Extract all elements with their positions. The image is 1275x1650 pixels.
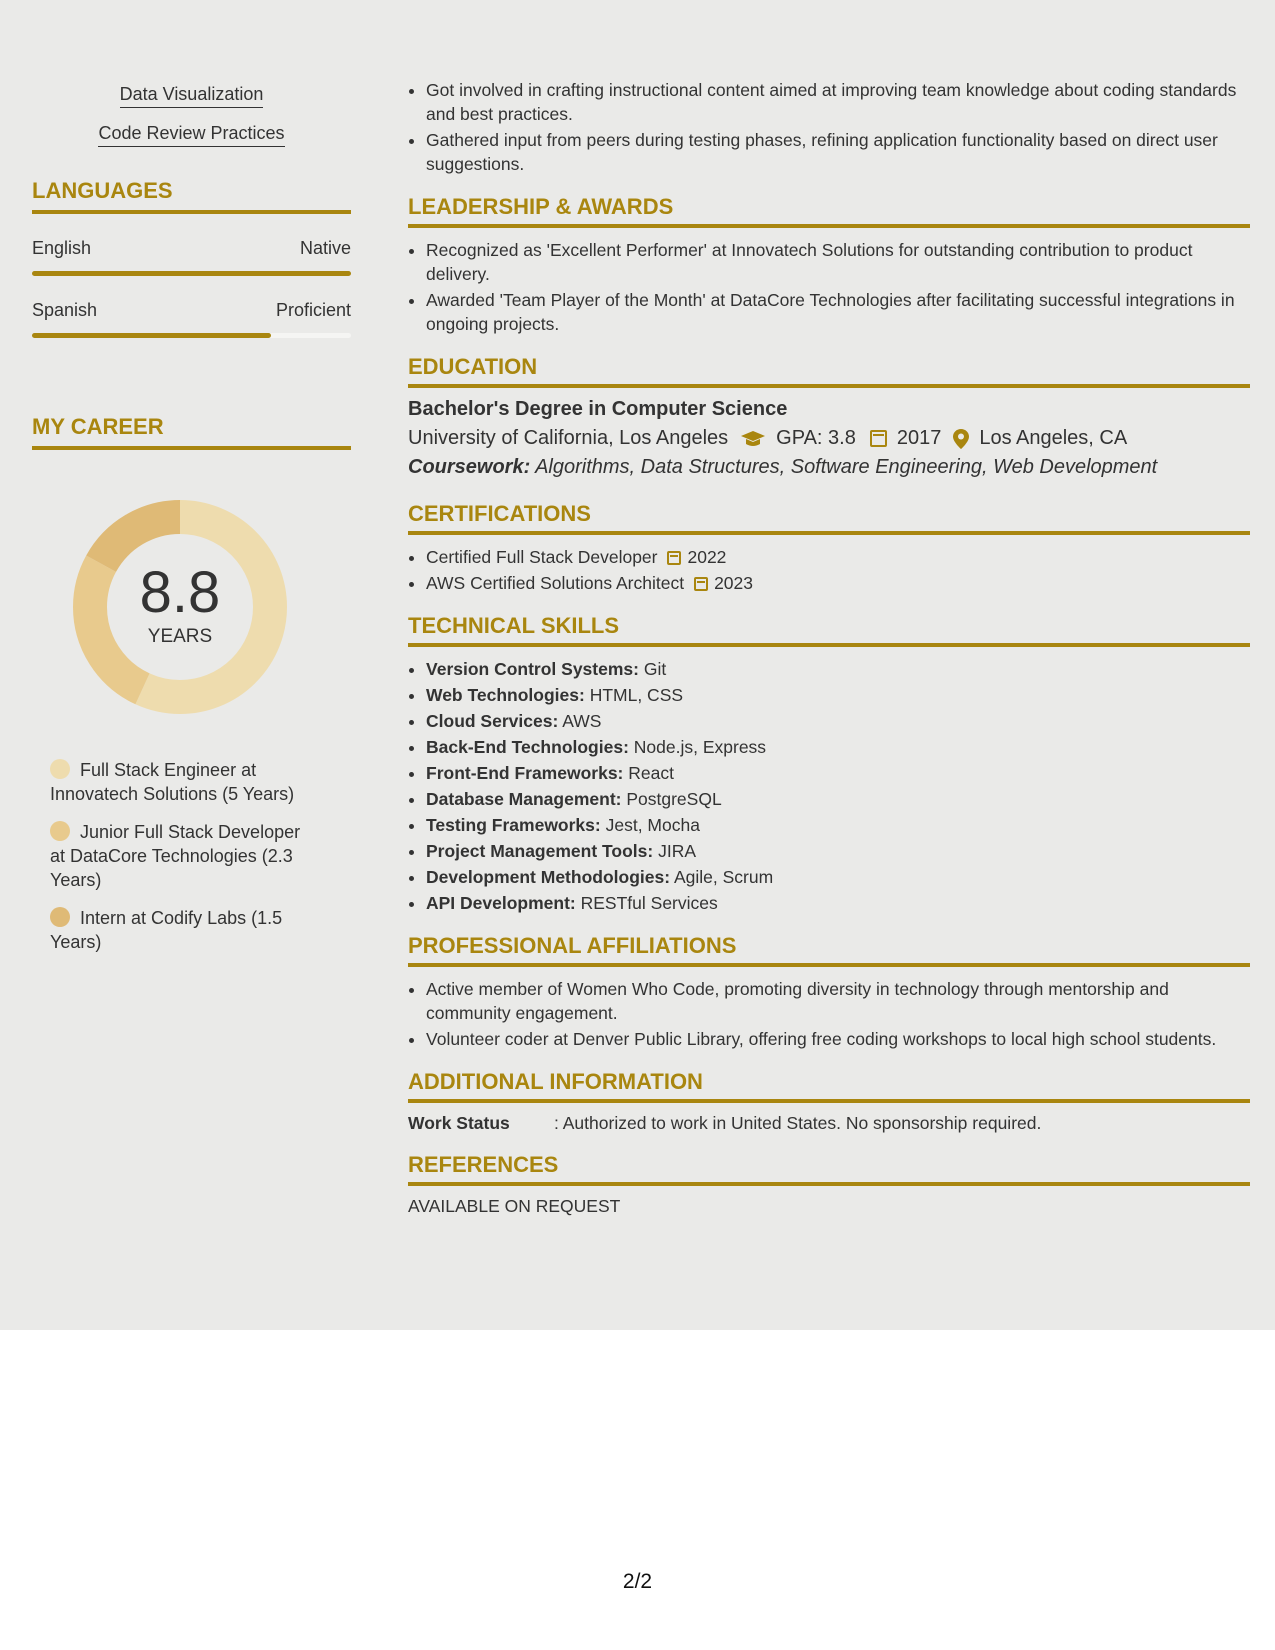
additional-info-title: ADDITIONAL INFORMATION (408, 1069, 1250, 1103)
list-item: • Cloud Services: AWS (426, 709, 1250, 733)
page-number: 2/2 (622, 1570, 653, 1593)
list-item: • Version Control Systems: Git (426, 657, 1250, 681)
left-column (32, 84, 351, 968)
work-status-value: : Authorized to work in United States. No sponsorship required. (554, 1113, 1042, 1133)
calendar-icon (667, 551, 681, 565)
list-item: • Development Methodologies: Agile, Scrum (426, 865, 1250, 889)
skill-code-review: Code Review Practices (32, 123, 351, 144)
map-pin-icon (953, 429, 969, 449)
right-column (408, 78, 1250, 1217)
language-english (32, 238, 351, 276)
graduation-cap-icon (740, 430, 766, 448)
career-legend (50, 758, 320, 954)
list-item: • Active member of Women Who Code, promoting diversity in technology through mentorship and community engagement. (426, 977, 1250, 1025)
list-item: • Testing Frameworks: Jest, Mocha (426, 813, 1250, 837)
education-details (408, 427, 1250, 450)
list-item: • Awarded 'Team Player of the Month' at DataCore Technologies after facilitating successful integrations in ongoing projects. (426, 288, 1250, 336)
education-location: Los Angeles, CA (979, 427, 1128, 449)
legend-item: Full Stack Engineer at Innovatech Solutions (5 Years) (50, 760, 295, 804)
list-item: • Project Management Tools: JIRA (426, 839, 1250, 863)
list-item: • Got involved in crafting instructional content aimed at improving team knowledge about coding standards and best practices. (426, 78, 1250, 126)
technical-skills-title: TECHNICAL SKILLS (408, 613, 1250, 647)
certifications-list (408, 545, 1250, 595)
affiliations-list (408, 977, 1250, 1051)
education-coursework: Coursework: Algorithms, Data Structures, Software Engineering, Web Development (408, 456, 1158, 478)
language-name: English (32, 238, 92, 258)
list-item: • Database Management: PostgreSQL (426, 787, 1250, 811)
work-status-row (408, 1113, 1250, 1134)
list-item: • API Development: RESTful Services (426, 891, 1250, 915)
education-gpa: GPA: 3.8 (776, 427, 856, 449)
language-level: Proficient (275, 300, 351, 320)
legend-dot (50, 759, 70, 779)
list-item: • Volunteer coder at Denver Public Library, offering free coding workshops to local high school students. (426, 1027, 1250, 1051)
language-level: Native (299, 238, 351, 258)
work-status-label: Work Status (408, 1113, 510, 1133)
education-school: University of California, Los Angeles (408, 427, 729, 449)
leadership-list (408, 238, 1250, 336)
experience-tail (408, 78, 1250, 176)
calendar-icon (694, 577, 708, 591)
education-degree: Bachelor's Degree in Computer Science (408, 398, 788, 420)
leadership-title: LEADERSHIP & AWARDS (408, 194, 1250, 228)
legend-item: Intern at Codify Labs (1.5 Years) (50, 908, 283, 952)
language-name: Spanish (32, 300, 98, 320)
career-unit: YEARS (147, 626, 213, 647)
legend-dot (50, 821, 70, 841)
list-item: • Back-End Technologies: Node.js, Express (426, 735, 1250, 759)
list-item: • Gathered input from peers during testing phases, refining application functionality based on direct user suggestions. (426, 128, 1250, 176)
legend-item: Junior Full Stack Developer at DataCore Technologies (2.3 Years) (50, 822, 301, 890)
education-title: EDUCATION (408, 354, 1250, 388)
career-donut (65, 492, 295, 722)
language-bar (32, 271, 351, 276)
education-year: 2017 (896, 427, 942, 449)
list-item: • Recognized as 'Excellent Performer' at Innovatech Solutions for outstanding contribution to product delivery. (426, 238, 1250, 286)
affiliations-title: PROFESSIONAL AFFILIATIONS (408, 933, 1250, 967)
references-title: REFERENCES (408, 1152, 1250, 1186)
languages-title: LANGUAGES (32, 178, 351, 214)
technical-skills-list (408, 657, 1250, 915)
language-spanish (32, 300, 351, 338)
references-text: AVAILABLE ON REQUEST (408, 1196, 621, 1216)
career-title: MY CAREER (32, 414, 351, 450)
skill-data-visualization: Data Visualization (32, 84, 351, 105)
list-item: • Certified Full Stack Developer 2022 (426, 545, 1250, 569)
list-item: • Front-End Frameworks: React (426, 761, 1250, 785)
list-item: • Web Technologies: HTML, CSS (426, 683, 1250, 707)
legend-dot (50, 907, 70, 927)
calendar-icon (870, 430, 887, 447)
language-bar (32, 333, 351, 338)
career-total: 8.8 (139, 560, 221, 625)
list-item: • AWS Certified Solutions Architect 2023 (426, 571, 1250, 595)
certifications-title: CERTIFICATIONS (408, 501, 1250, 535)
